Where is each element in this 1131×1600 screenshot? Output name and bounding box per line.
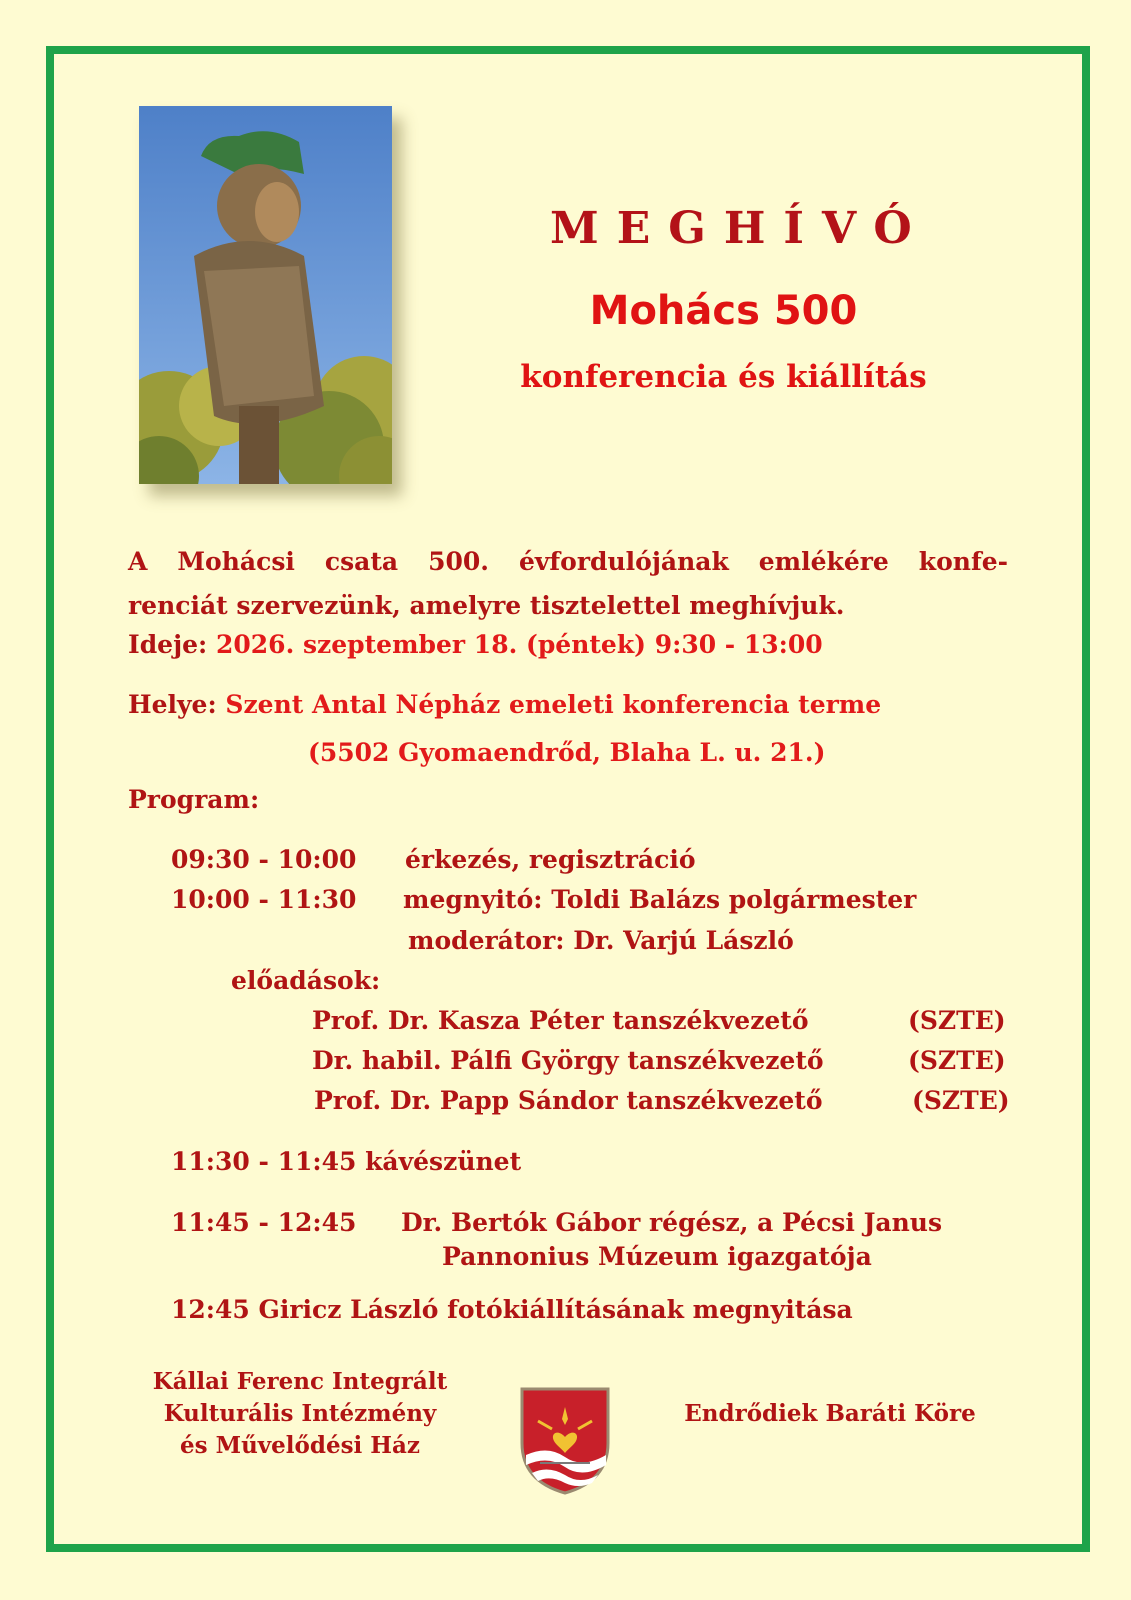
program-arrival-time: 09:30 - 10:00: [171, 845, 357, 874]
program-exhibit: 12:45 Giricz László fotókiállításának megnyitása: [171, 1295, 853, 1324]
organizer-left-line-2: Kulturális Intézmény: [163, 1400, 437, 1427]
place-value: Szent Antal Népház emeleti konferencia terme: [225, 690, 882, 719]
program-label: Program:: [128, 785, 260, 814]
lecturer-name: Dr. habil. Pálfi György tanszékvezető: [312, 1046, 824, 1075]
organizer-left-line-3: és Művelődési Ház: [180, 1432, 420, 1459]
time-value: 2026. szeptember 18. (péntek) 9:30 - 13:00: [215, 630, 823, 659]
event-place: [128, 690, 881, 719]
coat-of-arms-icon: [518, 1385, 612, 1501]
program-opening-time: 10:00 - 11:30: [171, 885, 357, 914]
lecturer-org: (SZTE): [908, 1046, 1006, 1075]
event-title: Mohács 500: [589, 288, 858, 334]
organizer-left-line-1: Kállai Ferenc Integrált: [152, 1368, 448, 1395]
lecturer-name: Prof. Dr. Papp Sándor tanszékvezető: [314, 1086, 823, 1115]
intro-text: [128, 540, 1008, 628]
program-talk-line-1: Dr. Bertók Gábor régész, a Pécsi Janus: [401, 1208, 943, 1237]
lecturer-name: Prof. Dr. Kasza Péter tanszékvezető: [312, 1006, 809, 1035]
program-opening-text: megnyitó: Toldi Balázs polgármester: [403, 885, 917, 914]
organizer-left: [120, 1366, 480, 1462]
intro-line-2: renciát szervezünk, amelyre tisztelettel meghívjuk.: [128, 591, 845, 620]
event-time: [128, 630, 823, 659]
lectures-label: előadások:: [231, 966, 381, 995]
lecturer-org: (SZTE): [912, 1086, 1010, 1115]
program-moderator: moderátor: Dr. Varjú László: [408, 926, 794, 955]
time-label: Ideje:: [128, 630, 208, 659]
program-coffee: 11:30 - 11:45 kávészünet: [171, 1147, 522, 1176]
intro-line-1: A Mohácsi csata 500. évfordulójának emlékére konfe-: [128, 547, 1008, 576]
event-subtitle: konferencia és kiállítás: [520, 359, 927, 395]
lecturer-org: (SZTE): [908, 1006, 1006, 1035]
organizer-right: Endrődiek Baráti Köre: [684, 1400, 976, 1427]
program-talk-time: 11:45 - 12:45: [171, 1208, 357, 1237]
invitation-title: MEGHÍVÓ: [550, 203, 930, 254]
program-talk-line-2: Pannonius Múzeum igazgatója: [442, 1242, 872, 1271]
place-label: Helye:: [128, 690, 217, 719]
place-address: (5502 Gyomaendrőd, Blaha L. u. 21.): [308, 738, 826, 767]
program-arrival-text: érkezés, regisztráció: [405, 845, 696, 874]
